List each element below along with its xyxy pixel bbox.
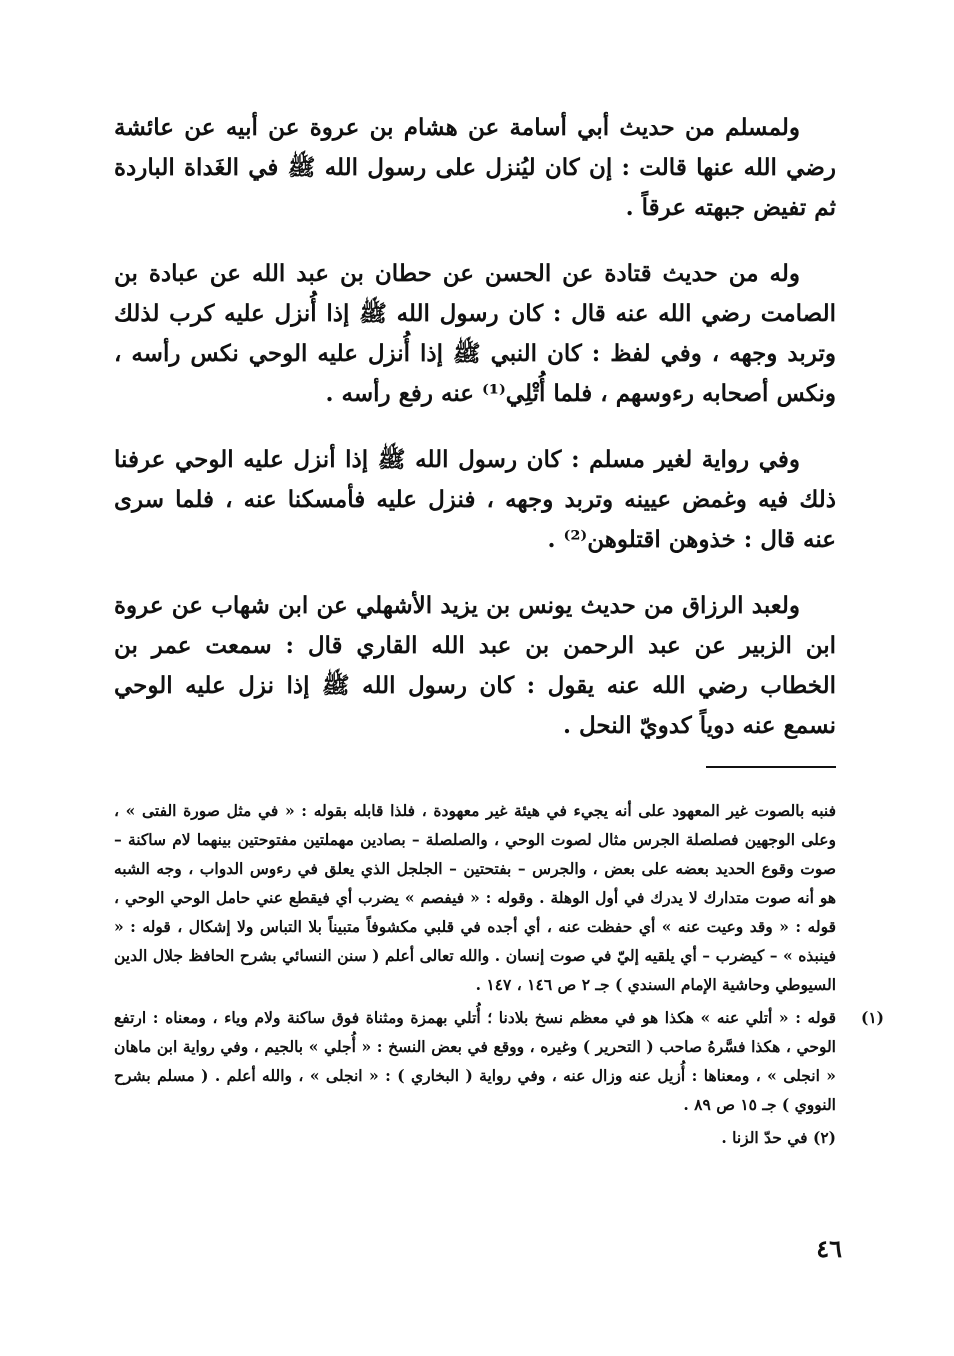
footnote-separator xyxy=(706,766,836,768)
footnote-1 xyxy=(114,1003,884,1123)
main-text xyxy=(114,108,836,772)
footnote-1-number: (١) xyxy=(860,1008,884,1027)
paragraph-2: وله من حديث قتادة عن الحسن عن حطان بن عبد الله عن عبادة بن الصامت رضي الله عنه قال : كان رسول الله ﷺ إذا أُنزل عليه كرب لذلك وتربد وجهه ، وفي لفظ : كان النبي ﷺ إذا أُنزل عليه الوحي نكس رأسه ، ونكس أصحابه رءوسهم ، فلما أُتْلِي⁽¹⁾ عنه رفع رأسه . xyxy=(114,260,836,407)
paragraph-1: ولمسلم من حديث أبي أسامة عن هشام بن عروة عن أبيه عن عائشة رضي الله عنها قالت : إن كان ليُنزل على رسول الله ﷺ في الغَداة الباردة ثم تفيض جبهته عرقاً . xyxy=(114,114,836,221)
page-number: ٤٦ xyxy=(816,1234,842,1263)
footnote-1-text: قوله : « أتلي عنه » هكذا هو في معظم نسخ بلادنا ؛ أُتلي بهمزة ومثناة فوق ساكنة ولام وياء ، ومعناه : ارتفع الوحي ، هكذا فسَّرهُ صاحب ( التحرير ) وغيره ، ووقع في بعض النسخ : « أُجلي » بالجيم ، وفي رواية ابن ماهان « انجلى » ، ومعناها : أُزيل عنه وزال عنه ، وفي رواية ( البخاري ) : « انجلى » ، والله أعلم . ( مسلم بشرح النووي ) جـ ١٥ ص ٨٩ . xyxy=(114,1008,836,1114)
paragraph-4: ولعبد الرزاق من حديث يونس بن يزيد الأشهلي عن ابن شهاب عن عروة ابن الزبير عن عبد الرحمن بن عبد الله القاري قال : سمعت عمر بن الخطاب رضي الله عنه يقول : كان رسول الله ﷺ إذا نزل عليه الوحي نسمع عنه دوياً كدويّ النحل . xyxy=(114,592,836,739)
paragraph-3: وفي رواية لغير مسلم : كان رسول الله ﷺ إذا أنزل عليه الوحي عرفنا ذلك فيه وغمض عيينه وتربد وجهه ، فنزل عليه فأمسكنا عنه ، فلما سرى عنه قال : خذوهن اقتلوهن⁽²⁾ . xyxy=(114,446,836,553)
footnotes xyxy=(114,796,884,1156)
footnote-2-number: (٢) xyxy=(812,1128,836,1147)
footnote-2-text: في حدّ الزنا . xyxy=(721,1128,808,1147)
footnote-2 xyxy=(114,1123,836,1156)
footnote-continuation: فنبه بالصوت غير المعهود على أنه يجيء في هيئة غير معهودة ، فلذا قابله بقوله : « في مثل صورة الفتى » ، وعلى الوجهين فصلصلة الجرس مثال لصوت الوحي ، والصلصلة – بصادين مهملتين مفتوحتين بينهما لام ساكنة – صوت وقوع الحديد بعضه على بعض ، والجرس – بفتحتين – الجلجل الذي يعلق في رءوس الدواب ، وجه الشبه هو أنه صوت متدارك لا يدرك في أول الوهلة . وقوله : « فيفصم » يضرب أي فيقطع عني حامل الوحي الوحي ، قوله : « وقد وعيت عنه » أي حفظت عنه ، أي أجده في قلبي مكشوفاً متبيناً بلا التباس ولا إشكال ، قوله : « فينبذه » – كيضرب – أي يلقيه إليّ في صوت إنسان . والله تعالى أعلم ( سنن النسائي بشرح الحافظ جلال الدين السيوطي وحاشية الإمام السندي ) جـ ٢ ص ١٤٦ ، ١٤٧ . xyxy=(114,801,836,994)
